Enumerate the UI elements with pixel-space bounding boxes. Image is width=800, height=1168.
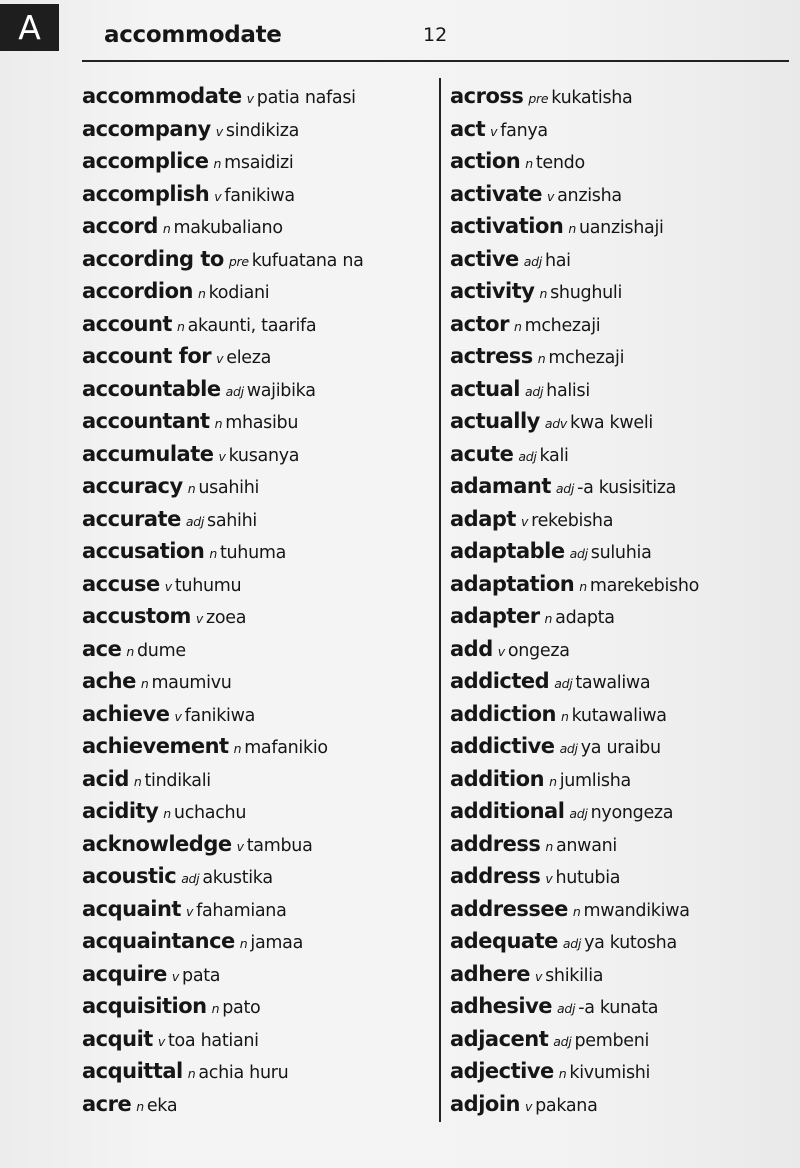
entry-part-of-speech: v (164, 578, 172, 594)
dictionary-entry (82, 730, 364, 763)
entry-translation: ya kutosha (584, 933, 677, 953)
entry-translation: kali (539, 445, 569, 466)
entry-translation: sindikiza (225, 120, 300, 141)
entry-part-of-speech: adv (544, 416, 567, 431)
entry-part-of-speech: n (162, 221, 171, 236)
dictionary-entry (450, 893, 699, 926)
entry-translation: tuhuma (219, 543, 287, 563)
entry-headword: activate (450, 181, 542, 206)
entry-translation: nyongeza (590, 803, 674, 823)
entry-part-of-speech: n (549, 773, 557, 789)
dictionary-entry (82, 80, 364, 113)
entry-translation: mwandikiwa (583, 900, 690, 921)
entry-translation: pembeni (574, 1030, 650, 1051)
entry-part-of-speech: adj (181, 871, 200, 886)
entry-translation: halisi (546, 380, 590, 401)
entry-translation: hutubia (555, 868, 621, 888)
entry-part-of-speech: n (176, 318, 185, 334)
entry-headword: accommodate (82, 84, 242, 108)
dictionary-entry (82, 405, 364, 438)
entry-part-of-speech: n (187, 1066, 196, 1081)
entry-headword: accuse (82, 571, 160, 596)
header-rule (82, 60, 789, 62)
entry-part-of-speech: adj (562, 936, 582, 951)
entry-headword: acquittal (82, 1059, 183, 1083)
entry-translation: kwa kweli (569, 413, 653, 433)
entry-translation: suluhia (590, 543, 652, 563)
entry-part-of-speech: adj (523, 253, 542, 269)
entry-part-of-speech: n (136, 1098, 144, 1114)
entry-headword: accomplice (82, 149, 209, 173)
dictionary-entry (450, 243, 699, 276)
dictionary-entry (82, 243, 364, 276)
entry-headword: addiction (450, 701, 556, 726)
entry-part-of-speech: v (214, 188, 222, 204)
dictionary-entry (82, 1088, 364, 1121)
section-letter-tab: A (0, 4, 59, 51)
entry-translation: rekebisha (531, 510, 614, 531)
entry-headword: adapt (450, 506, 516, 531)
entry-part-of-speech: v (216, 351, 224, 366)
entry-part-of-speech: adj (524, 383, 544, 399)
dictionary-entry (82, 763, 364, 796)
entry-part-of-speech: n (233, 741, 242, 756)
dictionary-entry (450, 958, 699, 991)
entry-translation: anwani (555, 835, 617, 856)
entry-part-of-speech: n (239, 936, 248, 951)
entry-translation: shughuli (550, 283, 623, 303)
left-column (82, 80, 364, 1120)
dictionary-entry (450, 1088, 699, 1121)
entry-headword: adamant (450, 474, 551, 498)
dictionary-entry (450, 210, 699, 243)
entry-translation: toa hatiani (167, 1030, 259, 1051)
entry-translation: maumivu (151, 673, 232, 693)
entry-part-of-speech: n (209, 546, 217, 561)
entry-part-of-speech: n (126, 643, 134, 659)
dictionary-entry (82, 210, 364, 243)
entry-headword: addressee (450, 896, 568, 921)
dictionary-entry (82, 1055, 364, 1088)
entry-headword: acquit (82, 1026, 153, 1051)
entry-headword: achieve (82, 701, 170, 726)
dictionary-entry (82, 178, 364, 211)
dictionary-entry (450, 698, 699, 731)
entry-part-of-speech: adj (569, 546, 588, 561)
entry-part-of-speech: n (572, 903, 581, 919)
dictionary-entry (450, 730, 699, 763)
entry-translation: dume (137, 640, 186, 661)
dictionary-entry (450, 1023, 699, 1056)
entry-headword: actress (450, 344, 533, 368)
entry-translation: mchezaji (524, 315, 601, 336)
entry-headword: acquisition (82, 994, 207, 1018)
entry-headword: acquaintance (82, 929, 235, 953)
entry-headword: activation (450, 214, 564, 238)
dictionary-entry (450, 795, 699, 828)
page-number: 12 (423, 24, 448, 46)
entry-translation: sahihi (207, 510, 257, 531)
dictionary-entry (450, 665, 699, 698)
dictionary-entry (82, 275, 364, 308)
entry-headword: action (450, 149, 521, 173)
entry-translation: akaunti, taarifa (187, 315, 317, 336)
entry-headword: acid (82, 766, 129, 791)
entry-part-of-speech: pre (528, 91, 549, 106)
entry-headword: accord (82, 214, 158, 238)
entry-headword: accustom (82, 604, 191, 628)
entry-translation: akustika (202, 868, 273, 888)
entry-translation: msaidizi (224, 153, 294, 173)
entry-translation: pata (182, 965, 221, 986)
dictionary-entry (82, 860, 364, 893)
dictionary-entry (82, 503, 364, 536)
entry-translation: ongeza (507, 640, 570, 661)
dictionary-entry (82, 340, 364, 373)
entry-translation: shikilia (545, 965, 604, 986)
entry-part-of-speech: v (215, 123, 223, 139)
entry-headword: actually (450, 409, 540, 433)
entry-part-of-speech: v (246, 91, 254, 106)
entry-translation: achia huru (198, 1063, 289, 1083)
dictionary-entry (82, 308, 364, 341)
dictionary-entry (82, 373, 364, 406)
dictionary-entry (450, 763, 699, 796)
entry-headword: address (450, 831, 541, 856)
entry-part-of-speech: adj (225, 383, 244, 399)
entry-part-of-speech: n (213, 156, 222, 171)
entry-translation: tendo (535, 153, 585, 173)
entry-part-of-speech: n (537, 351, 546, 366)
entry-headword: addicted (450, 669, 550, 693)
entry-part-of-speech: v (545, 871, 553, 886)
dictionary-entry (450, 405, 699, 438)
entry-headword: acknowledge (82, 831, 232, 856)
entry-part-of-speech: pre (228, 253, 249, 269)
entry-part-of-speech: adj (569, 806, 588, 821)
entry-translation: tindikali (144, 770, 211, 791)
entry-headword: activity (450, 279, 535, 303)
entry-translation: tuhumu (174, 575, 242, 596)
dictionary-entry (82, 113, 364, 146)
entry-headword: adapter (450, 604, 540, 628)
entry-part-of-speech: n (133, 773, 142, 789)
dictionary-entry (82, 600, 364, 633)
entry-part-of-speech: v (171, 968, 180, 984)
entry-part-of-speech: v (185, 903, 194, 919)
entry-part-of-speech: adj (553, 1033, 572, 1049)
entry-translation: kutawaliwa (571, 705, 667, 726)
entry-translation: makubaliano (173, 218, 283, 238)
entry-translation: fanya (500, 120, 548, 141)
entry-part-of-speech: n (513, 318, 522, 334)
entry-part-of-speech: adj (559, 741, 578, 756)
dictionary-entry (450, 178, 699, 211)
dictionary-entry (450, 275, 699, 308)
entry-headword: adjective (450, 1059, 554, 1083)
entry-translation: mchezaji (548, 348, 625, 368)
entry-headword: accordion (82, 279, 193, 303)
entry-headword: acidity (82, 799, 159, 823)
entry-part-of-speech: v (157, 1033, 165, 1049)
dictionary-entry (450, 828, 699, 861)
entry-headword: accurate (82, 506, 181, 531)
dictionary-entry (450, 990, 699, 1023)
dictionary-entry (82, 535, 364, 568)
entry-part-of-speech: v (236, 838, 244, 854)
dictionary-entry (82, 568, 364, 601)
entry-translation: uanzishaji (578, 218, 664, 238)
entry-translation: fahamiana (196, 900, 287, 921)
dictionary-entry (450, 80, 699, 113)
entry-part-of-speech: adj (557, 1001, 576, 1016)
entry-translation: jamaa (250, 933, 303, 953)
dictionary-entry (450, 568, 699, 601)
dictionary-entry (450, 340, 699, 373)
dictionary-entry (450, 438, 699, 471)
entry-translation: mhasibu (225, 413, 299, 433)
dictionary-entry (82, 1023, 364, 1056)
entry-translation: kukatisha (551, 88, 633, 108)
entry-part-of-speech: n (561, 708, 569, 724)
entry-translation: uchachu (173, 803, 247, 823)
dictionary-entry (450, 925, 699, 958)
entry-headword: ache (82, 669, 136, 693)
entry-translation: mafanikio (244, 738, 328, 758)
entry-headword: adjoin (450, 1091, 520, 1116)
entry-part-of-speech: v (218, 448, 226, 464)
entry-headword: add (450, 636, 493, 661)
dictionary-entry (450, 503, 699, 536)
dictionary-entry (450, 1055, 699, 1088)
dictionary-entry (450, 308, 699, 341)
dictionary-entry (450, 113, 699, 146)
entry-translation: eleza (226, 348, 272, 368)
entry-part-of-speech: adj (554, 676, 573, 691)
entry-translation: -a kusisitiza (577, 478, 677, 498)
entry-headword: accountable (82, 376, 221, 401)
entry-headword: addictive (450, 734, 555, 758)
entry-part-of-speech: n (558, 1066, 567, 1081)
entry-translation: eka (146, 1095, 178, 1116)
entry-headword: across (450, 84, 524, 108)
entry-part-of-speech: v (174, 708, 182, 724)
dictionary-entry (82, 698, 364, 731)
guide-word: accommodate (104, 22, 282, 48)
entry-headword: adjacent (450, 1026, 549, 1051)
entry-part-of-speech: n (214, 416, 223, 431)
entry-part-of-speech: v (497, 643, 505, 659)
entry-translation: tambua (246, 835, 313, 856)
dictionary-entry (82, 893, 364, 926)
entry-headword: accountant (82, 409, 210, 433)
entry-translation: wajibika (246, 380, 316, 401)
entry-translation: anzisha (557, 185, 622, 206)
entry-part-of-speech: n (545, 838, 553, 854)
entry-headword: according to (82, 246, 224, 271)
dictionary-entry (82, 470, 364, 503)
dictionary-entry (450, 860, 699, 893)
entry-headword: accumulate (82, 441, 214, 466)
entry-headword: account for (82, 344, 212, 368)
entry-part-of-speech: adj (518, 448, 537, 464)
entry-translation: patia nafasi (256, 88, 356, 108)
entry-translation: adapta (555, 608, 615, 628)
entry-translation: pato (222, 998, 261, 1018)
entry-translation: kodiani (208, 283, 270, 303)
dictionary-entry (450, 470, 699, 503)
entry-headword: addition (450, 766, 545, 791)
dictionary-entry (82, 145, 364, 178)
entry-headword: accusation (82, 539, 205, 563)
entry-headword: actor (450, 311, 509, 336)
entry-headword: acquaint (82, 896, 181, 921)
entry-headword: active (450, 246, 519, 271)
entry-translation: kufuatana na (251, 250, 364, 271)
entry-translation: jumlisha (559, 770, 631, 791)
right-column (450, 80, 699, 1120)
dictionary-entry (82, 828, 364, 861)
entry-headword: adequate (450, 929, 558, 953)
entry-part-of-speech: v (535, 968, 543, 984)
entry-headword: acoustic (82, 864, 177, 888)
dictionary-entry (450, 535, 699, 568)
dictionary-entry (450, 145, 699, 178)
entry-headword: adaptation (450, 571, 575, 596)
entry-part-of-speech: adj (555, 481, 575, 496)
entry-part-of-speech: n (568, 221, 576, 236)
entry-translation: zoea (205, 608, 247, 628)
entry-headword: adaptable (450, 539, 565, 563)
entry-headword: additional (450, 799, 565, 823)
entry-part-of-speech: v (520, 513, 529, 529)
entry-part-of-speech: v (195, 611, 203, 626)
entry-part-of-speech: v (490, 123, 498, 139)
column-divider (439, 78, 441, 1122)
entry-headword: accomplish (82, 181, 210, 206)
entry-translation: fanikiwa (224, 185, 295, 206)
entry-part-of-speech: n (197, 286, 206, 301)
entry-translation: hai (544, 250, 571, 271)
dictionary-entry (450, 600, 699, 633)
entry-headword: acre (82, 1091, 132, 1116)
entry-headword: address (450, 864, 541, 888)
entry-part-of-speech: n (211, 1001, 220, 1016)
entry-part-of-speech: n (525, 156, 533, 171)
dictionary-entry (450, 633, 699, 666)
dictionary-entry (82, 633, 364, 666)
entry-translation: pakana (535, 1095, 598, 1116)
entry-part-of-speech: n (163, 806, 171, 821)
dictionary-entry (82, 795, 364, 828)
entry-headword: accompany (82, 116, 211, 141)
entry-headword: acute (450, 441, 514, 466)
dictionary-entry (82, 990, 364, 1023)
entry-headword: act (450, 116, 486, 141)
entry-translation: usahihi (198, 478, 260, 498)
entry-translation: fanikiwa (184, 705, 256, 726)
entry-translation: marekebisho (589, 575, 700, 596)
entry-part-of-speech: n (544, 611, 553, 626)
entry-part-of-speech: adj (185, 513, 204, 529)
entry-translation: -a kunata (578, 998, 659, 1018)
entry-translation: ya uraibu (580, 738, 661, 758)
entry-part-of-speech: v (547, 188, 555, 204)
dictionary-entry (450, 373, 699, 406)
entry-headword: ace (82, 636, 122, 661)
entry-headword: accuracy (82, 474, 183, 498)
entry-part-of-speech: n (579, 578, 587, 594)
dictionary-entry (82, 925, 364, 958)
entry-headword: account (82, 311, 172, 336)
dictionary-entry (82, 665, 364, 698)
entry-headword: achievement (82, 734, 229, 758)
entry-part-of-speech: n (140, 676, 149, 691)
entry-translation: kusanya (228, 445, 300, 466)
entry-translation: tawaliwa (575, 673, 651, 693)
dictionary-entry (82, 438, 364, 471)
entry-headword: acquire (82, 961, 167, 986)
entry-part-of-speech: n (187, 481, 196, 496)
entry-part-of-speech: v (524, 1098, 533, 1114)
entry-headword: adhesive (450, 994, 553, 1018)
dictionary-entry (82, 958, 364, 991)
entry-translation: kivumishi (569, 1063, 651, 1083)
entry-headword: adhere (450, 961, 530, 986)
entry-part-of-speech: n (539, 286, 548, 301)
entry-headword: actual (450, 376, 520, 401)
